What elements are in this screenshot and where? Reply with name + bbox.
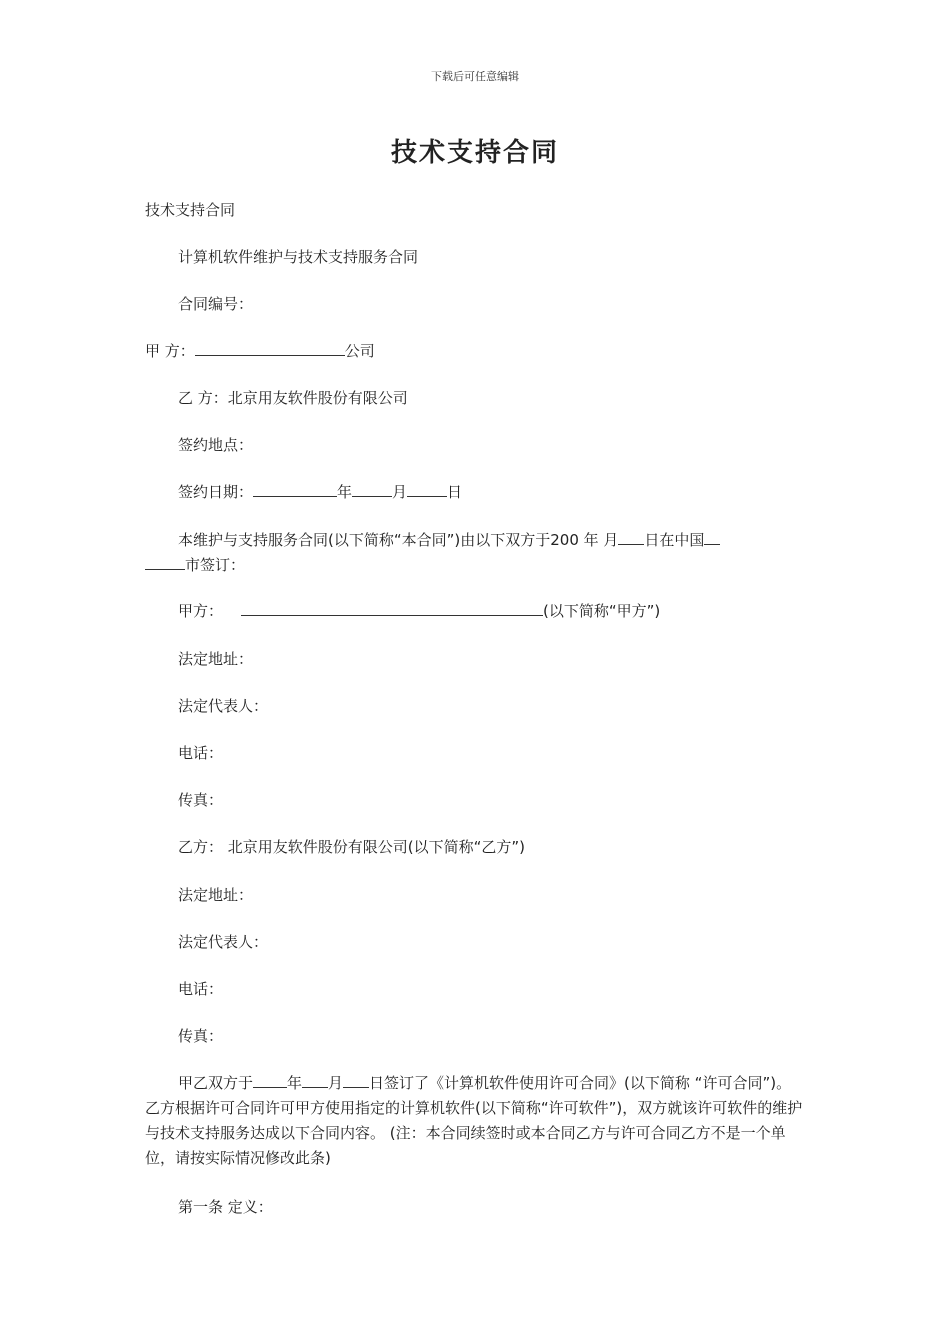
- bg-day-blank: [343, 1071, 369, 1088]
- header-note: 下载后可任意编辑: [431, 70, 519, 83]
- party-a-representative-label: 法定代表人：: [178, 697, 269, 715]
- bg-month-blank: [302, 1071, 328, 1088]
- party-a-blank: [195, 339, 345, 356]
- bg-year-label: 年: [287, 1074, 303, 1092]
- intro-day-blank: [618, 528, 644, 545]
- party-b-fax-label: 传真：: [178, 1027, 224, 1045]
- page-title: 技术支持合同: [390, 138, 559, 168]
- intro-line-1: [145, 528, 838, 553]
- party-b-detail-line: 乙方： 北京用友软件股份有限公司(以下简称“乙方”): [178, 838, 526, 856]
- intro-line-2: [145, 553, 805, 578]
- day-blank: [407, 480, 447, 497]
- signing-date-line: [145, 480, 838, 505]
- bg-month-label: 月: [328, 1074, 344, 1092]
- party-a-detail-label: 甲方：: [178, 602, 224, 620]
- party-b-line: 乙 方：北京用友软件股份有限公司: [178, 389, 408, 407]
- bg-text-d: 日签订了《计算机软件使用许可合同》(以下简称 “许可合同”)。乙方根据许可合同许可甲方使用指定的计算机软件(以下简称“许可软件”)，双方就该许可软件的维护与技术支持服务达成以下合同内容。 (注：本合同续签时或本合同乙方与许可合同乙方不是一个单位，请按实际情况修改此条): [145, 1074, 803, 1167]
- year-label: 年: [337, 483, 353, 501]
- month-label: 月: [392, 483, 408, 501]
- contract-heading: 技术支持合同: [145, 201, 236, 219]
- contract-subtitle: 计算机软件维护与技术支持服务合同: [178, 248, 419, 266]
- party-a-name-blank: [241, 599, 543, 616]
- party-a-address-label: 法定地址：: [178, 650, 254, 668]
- bg-year-blank: [253, 1071, 287, 1088]
- party-b-address-label: 法定地址：: [178, 886, 254, 904]
- party-a-alias: (以下简称“甲方”): [543, 602, 661, 620]
- party-b-phone-label: 电话：: [178, 980, 224, 998]
- background-paragraph: [145, 1071, 805, 1171]
- party-a-phone-label: 电话：: [178, 744, 224, 762]
- party-a-suffix: 公司: [344, 342, 375, 360]
- intro-text-c: 市签订：: [185, 556, 246, 574]
- bg-text-a: 甲乙双方于: [178, 1074, 254, 1092]
- intro-text-b: 日在中国: [644, 531, 705, 549]
- party-a-detail-line: [145, 599, 838, 624]
- month-blank: [352, 480, 392, 497]
- year-blank: [253, 480, 337, 497]
- day-label: 日: [447, 483, 463, 501]
- intro-city-blank-1: [704, 528, 720, 545]
- party-a-line: [145, 339, 805, 364]
- intro-text-a: 本维护与支持服务合同(以下简称“本合同”)由以下双方于200 年 月: [178, 531, 619, 549]
- contract-number-label: 合同编号：: [178, 295, 254, 313]
- party-b-representative-label: 法定代表人：: [178, 933, 269, 951]
- party-a-label: 甲 方：: [145, 342, 195, 360]
- signing-date-label: 签约日期：: [178, 483, 254, 501]
- intro-city-blank-2: [145, 553, 185, 570]
- party-a-fax-label: 传真：: [178, 791, 224, 809]
- signing-place-label: 签约地点：: [178, 436, 254, 454]
- article-one-heading: 第一条 定义：: [178, 1198, 273, 1216]
